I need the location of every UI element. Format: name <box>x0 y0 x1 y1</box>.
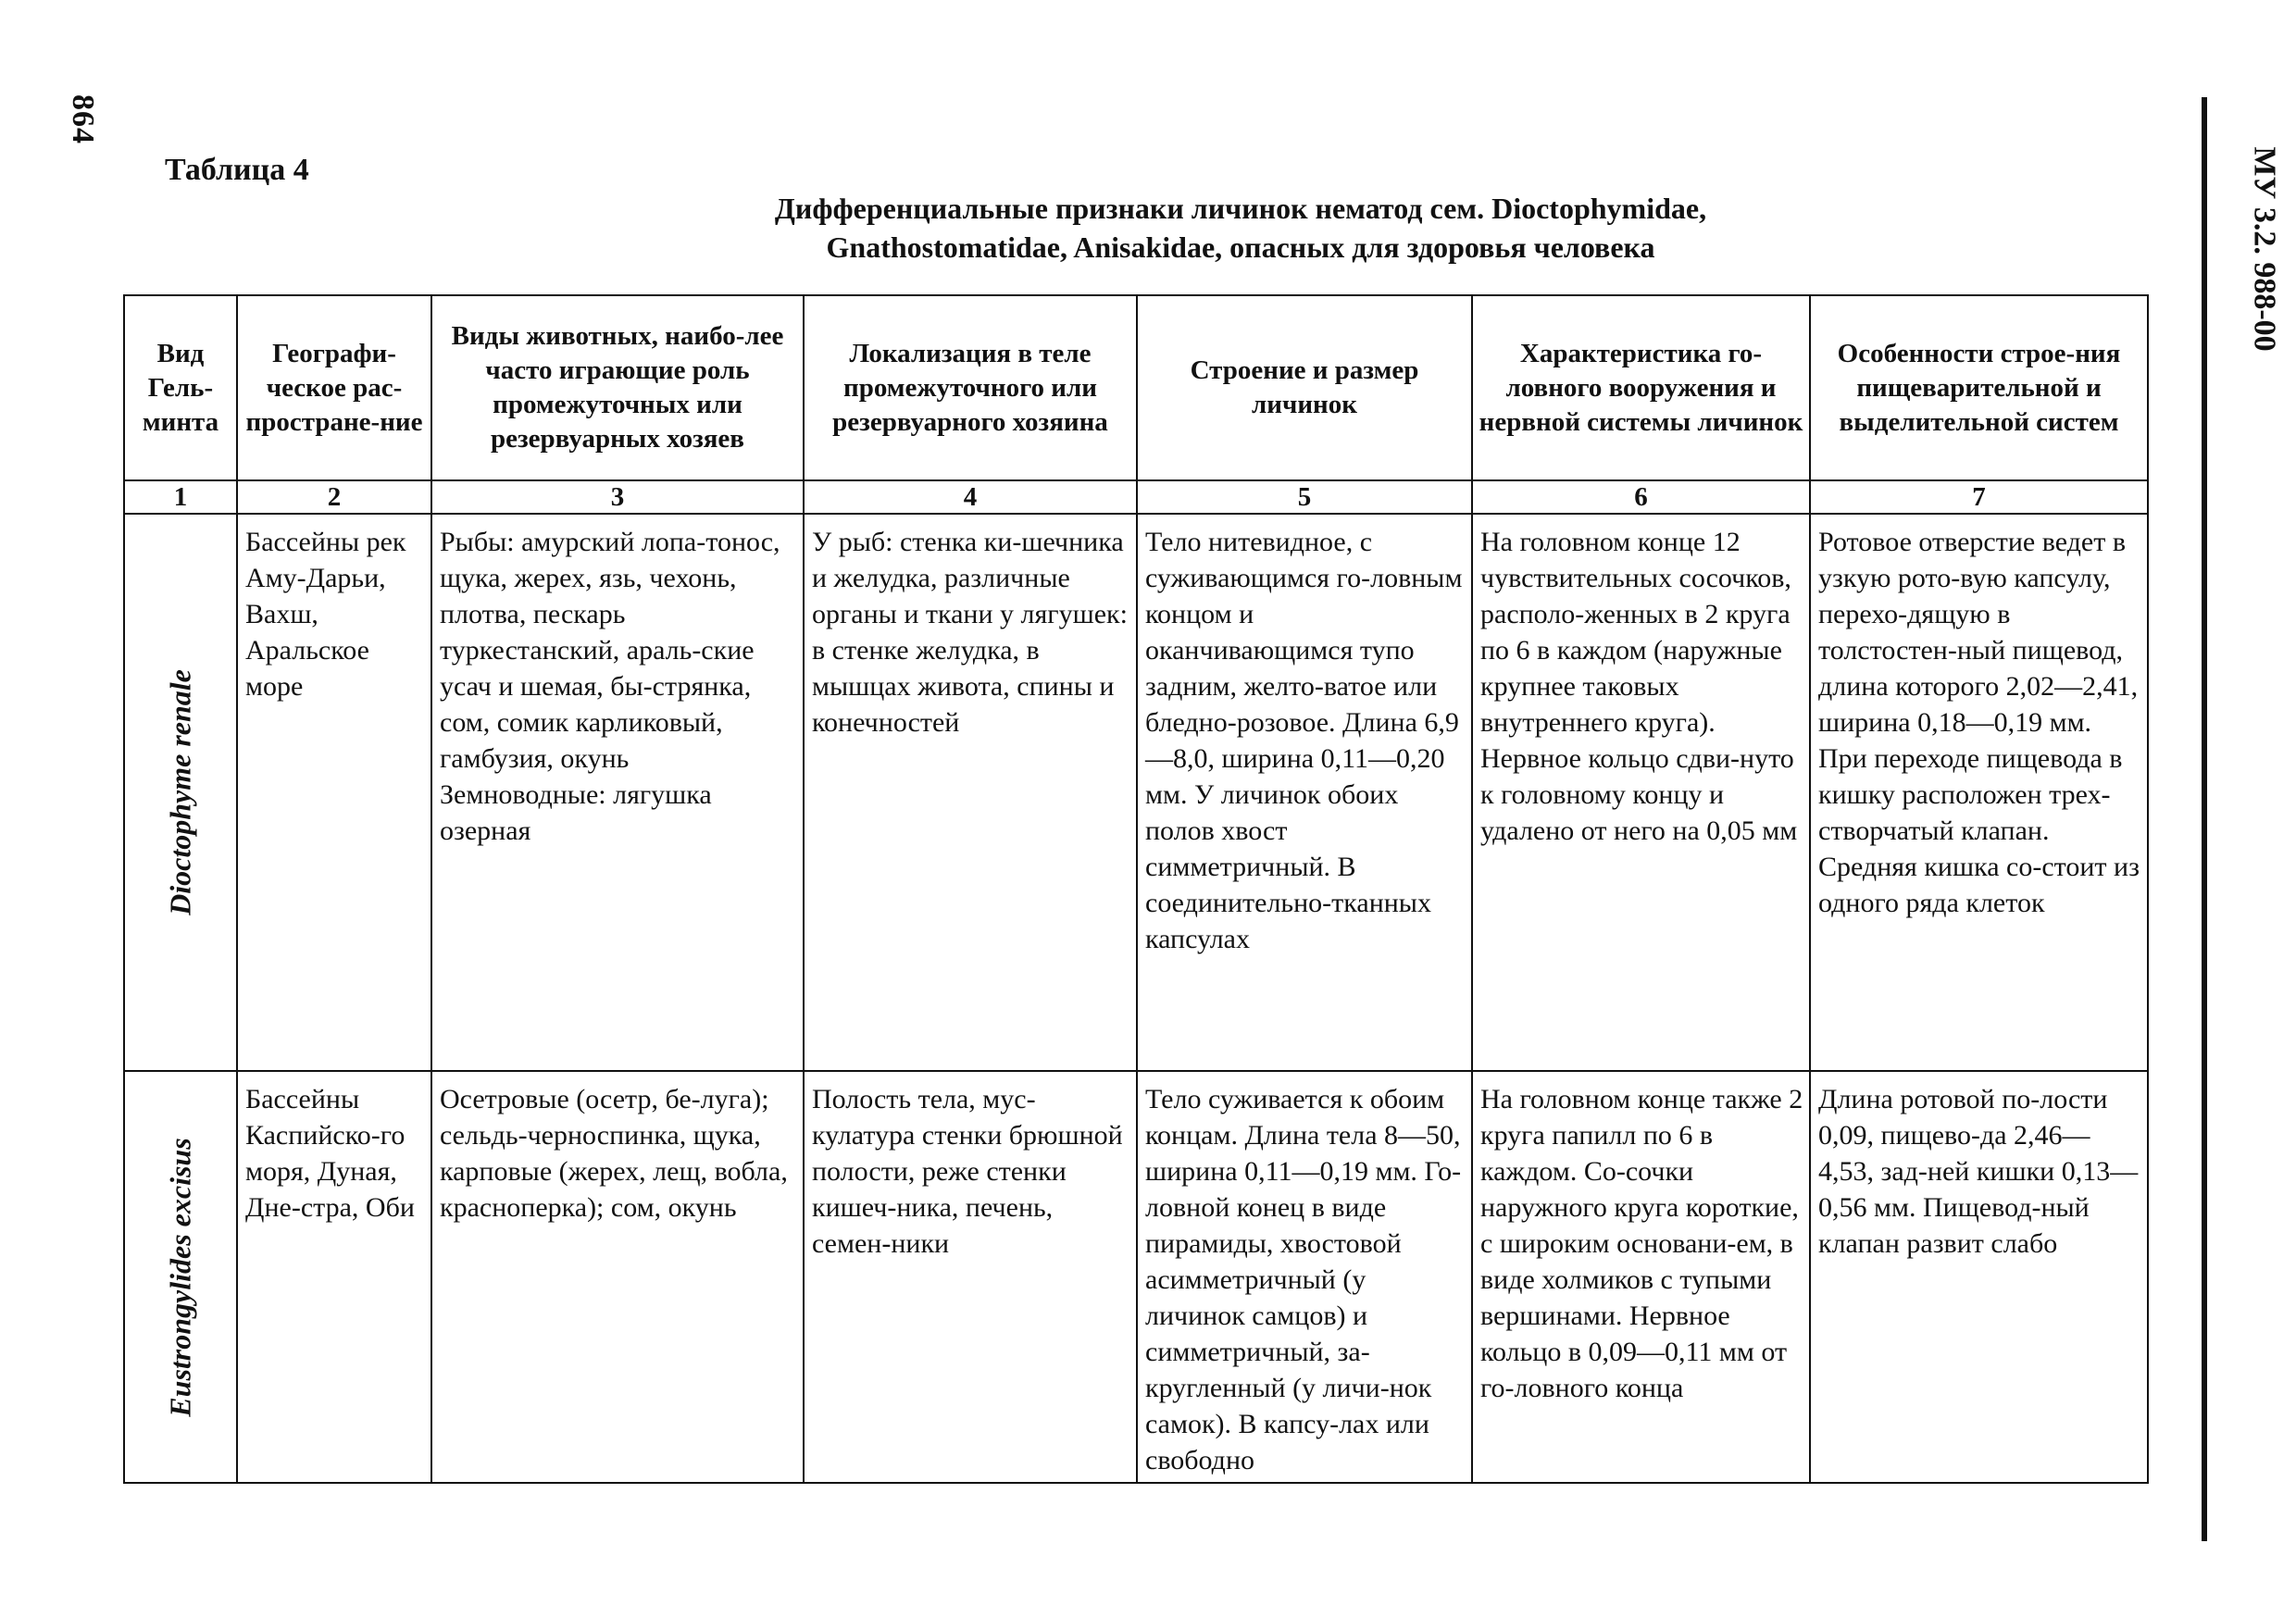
header-localization: Локализация в теле промежуточного или резервуарного хозяина <box>804 295 1137 480</box>
localization-cell: Полость тела, мус-кулатура стенки брюшной полости, реже стенки кишеч-ника, печень, семен-ники <box>804 1071 1137 1483</box>
column-number: 6 <box>1472 480 1810 514</box>
structure-cell: Тело нитевидное, с суживающимся го-ловным концом и оканчивающимся тупо задним, желто-ватое или бледно-розовое. Длина 6,9—8,0, ширина 0,11—0,20 мм. У личинок обоих полов хвост симметричный. В соединительно-тканных капсулах <box>1137 514 1472 1071</box>
header-species: Вид Гель-минта <box>124 295 237 480</box>
species-name: Eustrongylides excisus <box>163 1137 197 1417</box>
header-hosts: Виды животных, наибо-лее часто играющие роль промежуточных или резервуарных хозяев <box>431 295 804 480</box>
header-digestive: Особенности строе-ния пищеварительной и выделительной систем <box>1810 295 2148 480</box>
species-cell <box>124 1071 237 1483</box>
column-number: 3 <box>431 480 804 514</box>
table-label: Таблица 4 <box>165 153 309 187</box>
column-number: 1 <box>124 480 237 514</box>
geography-cell: Бассейны Каспийско-го моря, Дуная, Дне-стра, Оби <box>237 1071 431 1483</box>
nematode-larvae-table <box>123 294 2149 1484</box>
page-number: 864 <box>66 94 100 144</box>
column-number: 7 <box>1810 480 2148 514</box>
column-number-row <box>124 480 2148 514</box>
geography-cell: Бассейны рек Аму-Дарьи, Вахш, Аральское море <box>237 514 431 1071</box>
table-caption <box>593 189 1889 267</box>
document-code: МУ 3.2. 988-00 <box>2247 146 2282 352</box>
table-row <box>124 514 2148 1071</box>
hosts-cell: Рыбы: амурский лопа-тонос, щука, жерех, язь, чехонь, плотва, пескарь туркестанский, араль-ские усач и шемая, бы-стрянка, сом, сомик карликовый, гамбузия, окунь Земноводные: лягушка озерная <box>431 514 804 1071</box>
column-number: 2 <box>237 480 431 514</box>
margin-rule <box>2202 97 2207 1541</box>
header-structure: Строение и размер личинок <box>1137 295 1472 480</box>
head-nervous-cell: На головном конце 12 чувствительных сосочков, располо-женных в 2 круга по 6 в каждом (наружные крупнее таковых внутреннего круга). Нервное кольцо сдви-нуто к головному концу и удалено от него на 0,05 мм <box>1472 514 1810 1071</box>
structure-cell: Тело суживается к обоим концам. Длина тела 8—50, ширина 0,11—0,19 мм. Го-ловной конец в виде пирамиды, хвостовой асимметричный (у личинок самцов) и симметричный, за-кругленный (у личи-нок самок). В капсу-лах или свободно <box>1137 1071 1472 1483</box>
caption-line-1: Дифференциальные признаки личинок нематод сем. Dioctophymidae, <box>774 192 1707 225</box>
head-nervous-cell: На головном конце также 2 круга папилл по 6 в каждом. Со-сочки наружного круга короткие, с широким основани-ем, в виде холмиков с тупыми вершинами. Нервное кольцо в 0,09—0,11 мм от го-ловного конца <box>1472 1071 1810 1483</box>
column-number: 5 <box>1137 480 1472 514</box>
hosts-cell: Осетровые (осетр, бе-луга); сельдь-черноспинка, щука, карповые (жерех, лещ, вобла, красноперка); сом, окунь <box>431 1071 804 1483</box>
digestive-cell: Длина ротовой по-лости 0,09, пищево-да 2,46—4,53, зад-ней кишки 0,13—0,56 мм. Пищевод-ный клапан развит слабо <box>1810 1071 2148 1483</box>
caption-line-2: Gnathostomatidae, Anisakidae, опасных для здоровья человека <box>826 230 1655 264</box>
table-row <box>124 1071 2148 1483</box>
header-geography: Географи-ческое рас-простране-ние <box>237 295 431 480</box>
species-cell <box>124 514 237 1071</box>
header-row <box>124 295 2148 480</box>
header-head-nervous: Характеристика го-ловного вооружения и нервной системы личинок <box>1472 295 1810 480</box>
digestive-cell: Ротовое отверстие ведет в узкую рото-вую капсулу, перехо-дящую в толстостен-ный пищевод, длина которого 2,02—2,41, ширина 0,18—0,19 мм. При переходе пищевода в кишку расположен трех-створчатый клапан. Средняя кишка со-стоит из одного ряда клеток <box>1810 514 2148 1071</box>
species-name: Dioctophyme renale <box>163 669 197 915</box>
localization-cell: У рыб: стенка ки-шечника и желудка, различные органы и ткани у лягушек: в стенке желудка, в мышцах живота, спины и конечностей <box>804 514 1137 1071</box>
column-number: 4 <box>804 480 1137 514</box>
